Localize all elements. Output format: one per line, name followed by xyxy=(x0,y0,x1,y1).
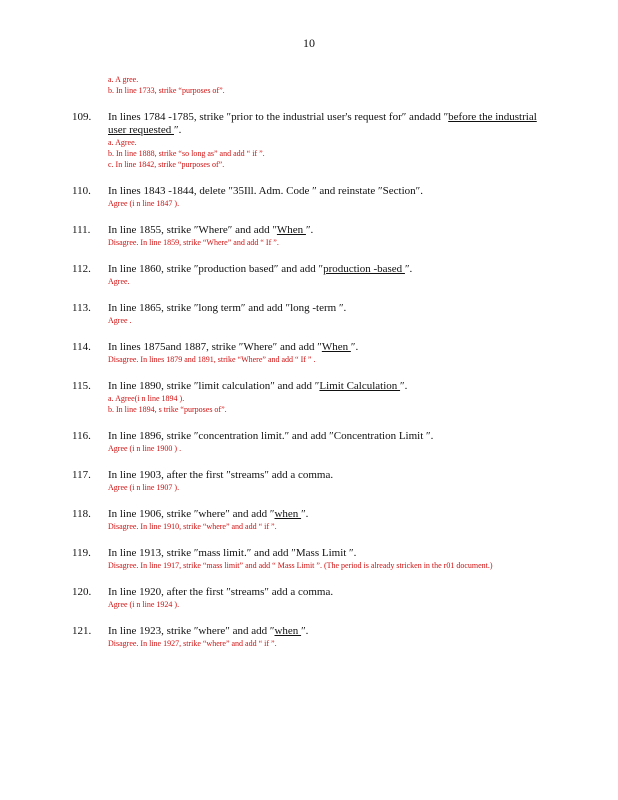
amendment-item xyxy=(72,341,542,365)
response-line: Disagree. In line 1910, strike “where” and add “ if ”. xyxy=(108,522,277,531)
text-segment: ″. xyxy=(400,380,408,392)
underlined-insertion: When xyxy=(276,224,306,236)
underlined-insertion: when xyxy=(274,508,302,520)
item-text xyxy=(108,508,542,521)
amendment-item xyxy=(72,380,542,415)
item-number: 118. xyxy=(72,508,91,520)
item-text xyxy=(108,586,542,599)
response-line: b. In line 1894, s trike “purposes of”. xyxy=(108,405,227,414)
item-number: 112. xyxy=(72,263,91,275)
amendment-item xyxy=(72,111,542,170)
item-number: 114. xyxy=(72,341,91,353)
item-number: 115. xyxy=(72,380,91,392)
amendment-item xyxy=(72,586,542,610)
text-segment: ″. xyxy=(301,625,309,637)
text-segment: In lines 1843 -1844, delete ″35Ill. Adm. Code ″ and reinstate ″Section″. xyxy=(108,185,423,197)
amendment-item xyxy=(72,302,542,326)
text-segment: In line 1906, strike ″where″ and add ″ xyxy=(108,508,275,520)
text-segment: In line 1890, strike ″limit calculation″ and add ″ xyxy=(108,380,320,392)
amendment-item xyxy=(72,508,542,532)
text-segment: ″. xyxy=(404,263,413,275)
text-segment: In line 1920, after the first ″streams″ add a comma. xyxy=(108,586,334,598)
underlined-insertion: production -based xyxy=(323,263,405,275)
item-text xyxy=(108,547,542,560)
underlined-insertion: Limit Calculation xyxy=(319,380,401,392)
response-line: Agree. xyxy=(108,277,130,286)
response-line: Agree (i n line 1924 ). xyxy=(108,600,180,609)
response-line: b. In line 1888, strike “so long as” and add “ if ”. xyxy=(108,149,265,158)
response-line: Agree (i n line 1847 ). xyxy=(108,199,180,208)
response-line: Disagree. In line 1859, strike “Where” and add “ If ”. xyxy=(108,238,279,247)
item-number: 113. xyxy=(72,302,91,314)
text-segment: In line 1855, strike ″Where″ and add ″ xyxy=(108,224,277,236)
response-line: c. In line 1842, strike “purposes of”. xyxy=(108,160,225,169)
text-segment: In line 1860, strike ″production based″ and add ″ xyxy=(108,263,324,275)
item-number: 109. xyxy=(72,111,92,123)
amendment-item xyxy=(72,625,542,649)
underlined-insertion: before the industrial user requested xyxy=(108,111,537,136)
amendment-item xyxy=(72,547,542,571)
item-text xyxy=(108,263,542,276)
response-line: Disagree. In line 1927, strike “where” and add “ if ”. xyxy=(108,639,277,648)
item-text xyxy=(108,302,542,315)
response-line: a. Agree(i n line 1894 ). xyxy=(108,394,185,403)
response-line: Agree (i n line 1900 ) . xyxy=(108,444,182,453)
amendment-item xyxy=(72,469,542,493)
intro-response-block xyxy=(108,74,542,96)
text-segment: In line 1865, strike ″long term″ and add ″long -term ″. xyxy=(108,302,347,314)
item-text xyxy=(108,430,542,443)
item-text xyxy=(108,380,542,393)
items-container xyxy=(72,96,542,649)
item-text xyxy=(108,625,542,638)
response-line: a. A gree. xyxy=(108,75,139,84)
item-number: 116. xyxy=(72,430,91,442)
underlined-insertion: when xyxy=(274,625,302,637)
text-segment: In line 1913, strike ″mass limit.″ and add ″Mass Limit ″. xyxy=(108,547,357,559)
response-line: Disagree. In lines 1879 and 1891, strike “Where” and add “ If ” . xyxy=(108,355,316,364)
text-segment: In lines 1875and 1887, strike ″Where″ and add ″ xyxy=(108,341,322,353)
text-segment: ″. xyxy=(301,508,309,520)
amendment-list xyxy=(72,74,542,649)
response-line: Agree (i n line 1907 ). xyxy=(108,483,180,492)
text-segment: ″. xyxy=(305,224,314,236)
text-segment: ″. xyxy=(350,341,359,353)
response-line: a. Agree. xyxy=(108,138,137,147)
item-text xyxy=(108,185,542,198)
item-number: 120. xyxy=(72,586,92,598)
text-segment: ″. xyxy=(173,124,182,136)
item-text xyxy=(108,469,542,482)
item-text xyxy=(108,341,542,354)
item-text xyxy=(108,111,542,137)
text-segment: In line 1903, after the first ″streams″ add a comma. xyxy=(108,469,334,481)
intro-responses xyxy=(72,74,542,96)
underlined-insertion: When xyxy=(321,341,351,353)
item-number: 119. xyxy=(72,547,91,559)
item-number: 110. xyxy=(72,185,91,197)
item-number: 121. xyxy=(72,625,92,637)
response-line: Disagree. In line 1917, strike “mass limit” and add “ Mass Limit ”. (The period is already stricken in the r01 document.) xyxy=(108,561,493,570)
response-line: b. In line 1733, strike “purposes of”. xyxy=(108,86,225,95)
item-number: 111. xyxy=(72,224,91,236)
text-segment: In lines 1784 -1785, strike ″prior to the industrial user's request for″ andadd ″ xyxy=(108,111,449,123)
text-segment: In line 1896, strike ″concentration limit.″ and add ″Concentration Limit ″. xyxy=(108,430,434,442)
amendment-item xyxy=(72,185,542,209)
page-number: 10 xyxy=(303,36,315,50)
item-number: 117. xyxy=(72,469,91,481)
response-line: Agree . xyxy=(108,316,132,325)
text-segment: In line 1923, strike ″where″ and add ″ xyxy=(108,625,275,637)
amendment-item xyxy=(72,224,542,248)
item-text xyxy=(108,224,542,237)
amendment-item xyxy=(72,263,542,287)
amendment-item xyxy=(72,430,542,454)
